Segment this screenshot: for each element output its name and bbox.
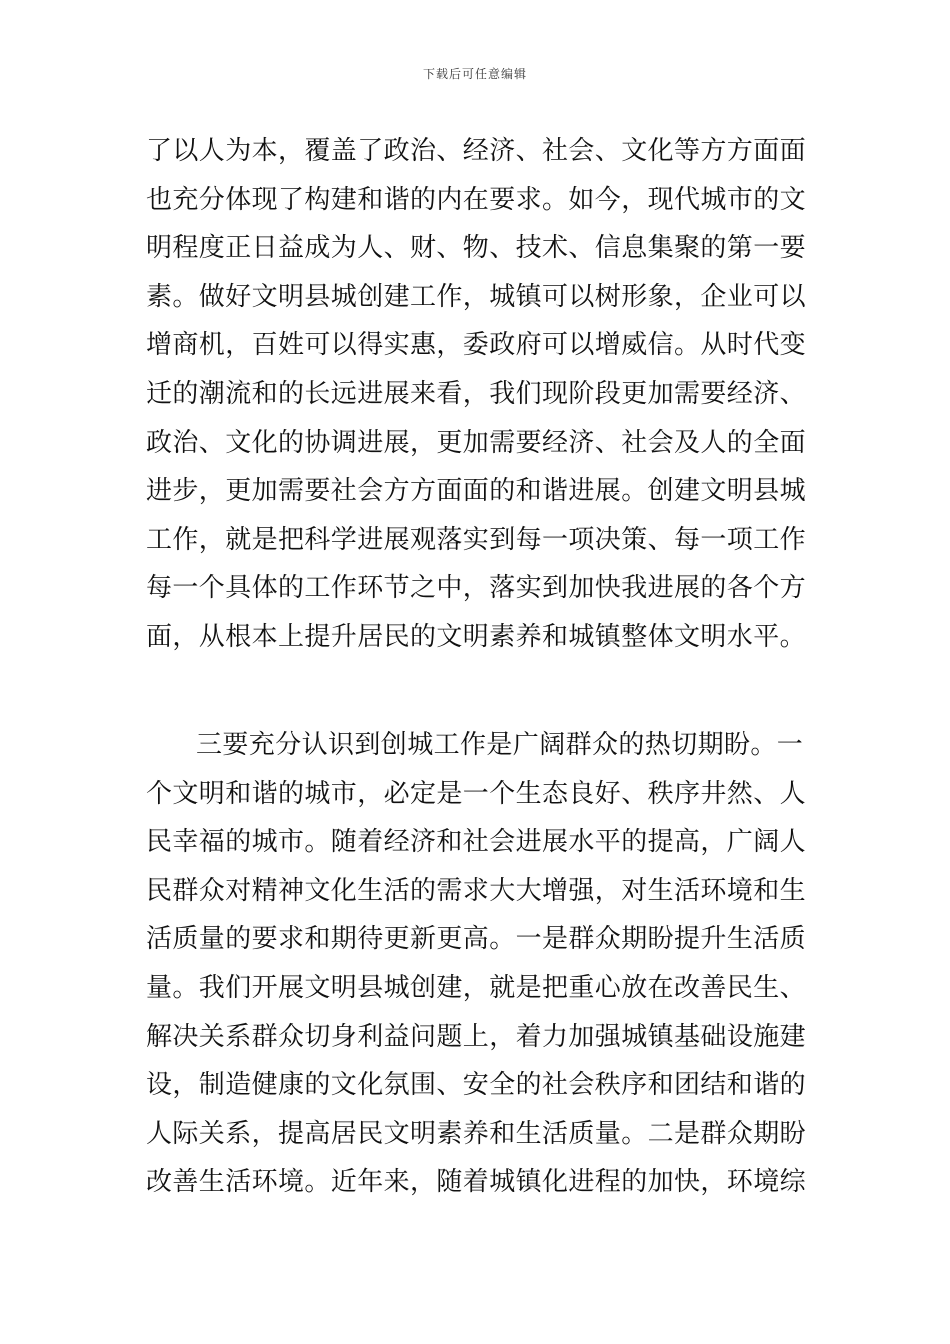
- paragraph-line: 解决关系群众切身利益问题上，着力加强城镇基础设施建: [146, 1021, 807, 1052]
- paragraph-line: 增商机，百姓可以得实惠，委政府可以增威信。从时代变: [146, 330, 807, 361]
- paragraph-1: [146, 127, 818, 662]
- paragraph-line: 民幸福的城市。随着经济和社会进展水平的提高，广阔人: [146, 827, 807, 858]
- paragraph-2: [146, 721, 818, 1207]
- paragraph-line: 迁的潮流和的长远进展来看，我们现阶段更加需要经济、: [146, 378, 807, 409]
- paragraph-line: 活质量的要求和期待更新更高。一是群众期盼提升生活质: [146, 924, 807, 955]
- paragraph-line: 个文明和谐的城市，必定是一个生态良好、秩序井然、人: [146, 778, 807, 809]
- paragraph-line: 面，从根本上提升居民的文明素养和城镇整体文明水平。: [146, 621, 807, 652]
- paragraph-line: 素。做好文明县城创建工作，城镇可以树形象，企业可以: [146, 281, 807, 312]
- paragraph-line: 量。我们开展文明县城创建，就是把重心放在改善民生、: [146, 972, 807, 1003]
- paragraph-line: 工作，就是把科学进展观落实到每一项决策、每一项工作: [146, 524, 807, 555]
- paragraph-line: 民群众对精神文化生活的需求大大增强，对生活环境和生: [146, 875, 807, 906]
- paragraph-line: 设，制造健康的文化氛围、安全的社会秩序和团结和谐的: [146, 1070, 807, 1101]
- paragraph-line: 进步，更加需要社会方方面面的和谐进展。创建文明县城: [146, 476, 807, 507]
- paragraph-line: 政治、文化的协调进展，更加需要经济、社会及人的全面: [146, 427, 807, 458]
- paragraph-line: 人际关系，提高居民文明素养和生活质量。二是群众期盼: [146, 1118, 807, 1149]
- paragraph-line: 明程度正日益成为人、财、物、技术、信息集聚的第一要: [146, 233, 807, 264]
- page-header: 下载后可任意编辑: [422, 67, 527, 81]
- paragraph-line: 也充分体现了构建和谐的内在要求。如今，现代城市的文: [146, 184, 807, 215]
- paragraph-line: 了以人为本，覆盖了政治、经济、社会、文化等方方面面: [146, 136, 807, 166]
- paragraph-line: 每一个具体的工作环节之中，落实到加快我进展的各个方: [146, 573, 807, 604]
- paragraph-line: 改善生活环境。近年来，随着城镇化进程的加快，环境综: [146, 1167, 807, 1198]
- paragraph-line: 三要充分认识到创城工作是广阔群众的热切期盼。一: [196, 730, 804, 760]
